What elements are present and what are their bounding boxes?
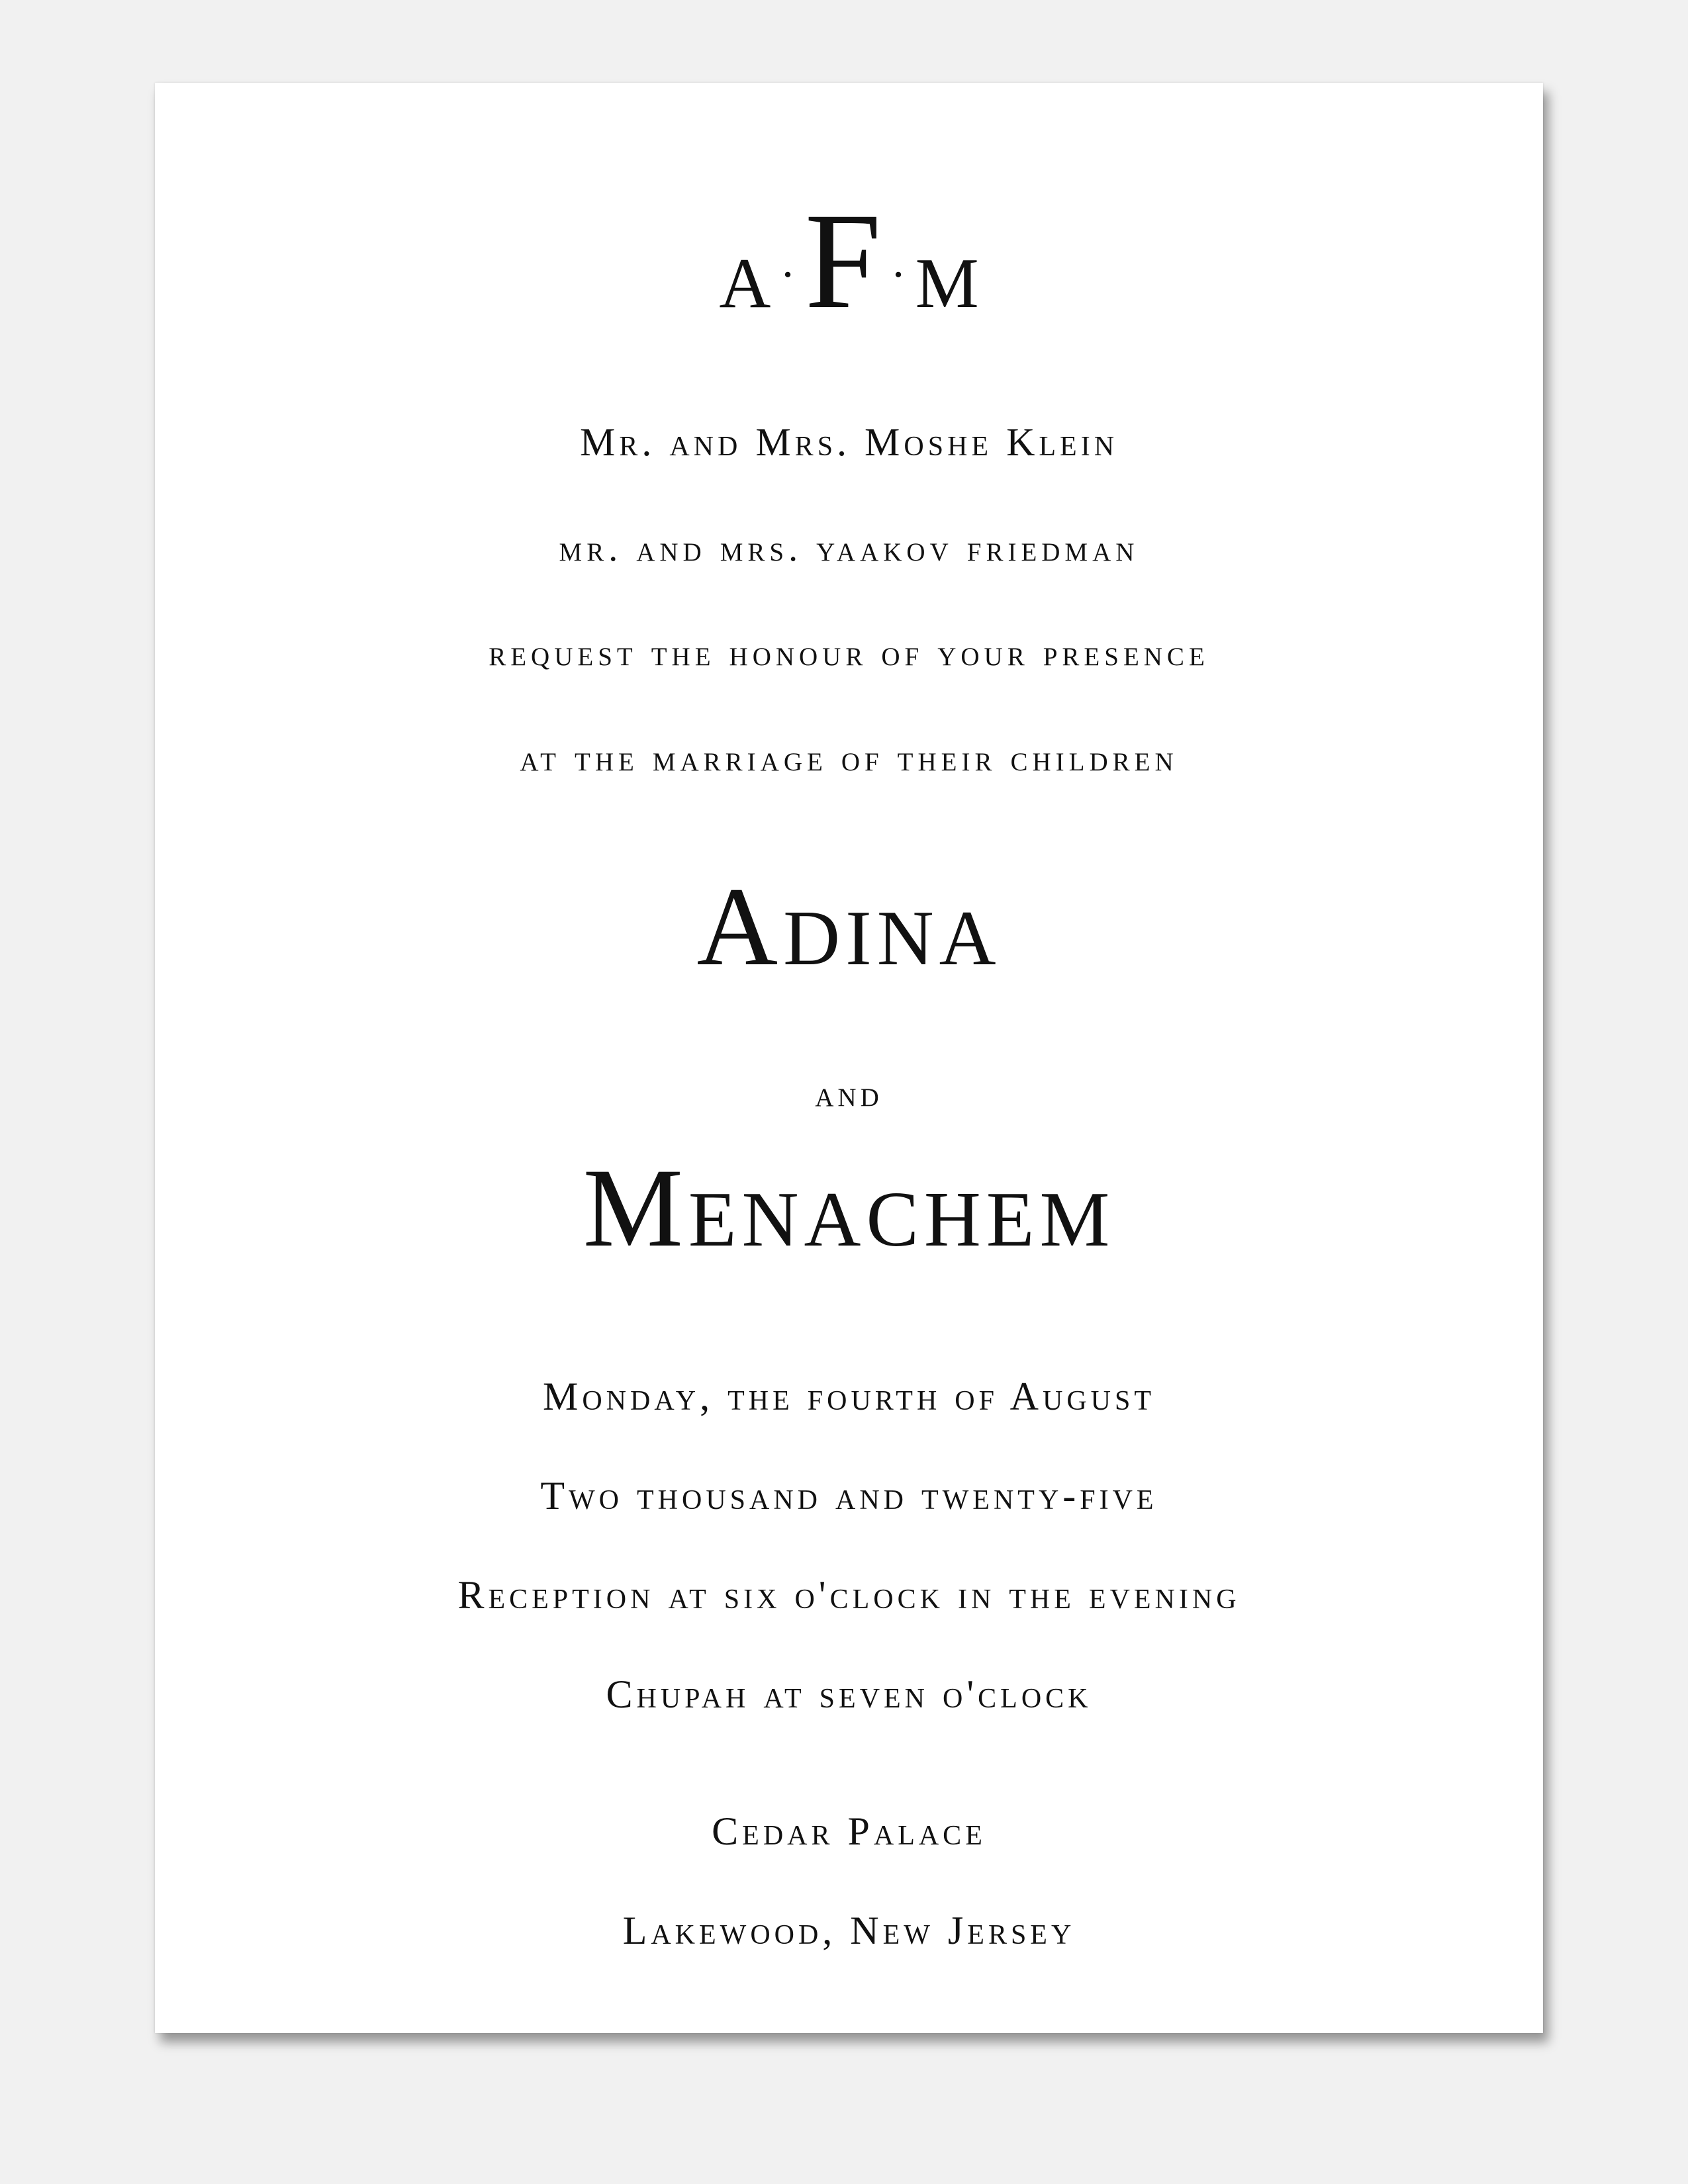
request-line-1: request the honour of your presence bbox=[489, 633, 1209, 674]
chupah-line: Chupah at seven o'clock bbox=[606, 1672, 1092, 1716]
monogram-left-initial: A bbox=[719, 244, 771, 323]
host-line-1: Mr. and Mrs. Moshe Klein bbox=[579, 420, 1119, 464]
year-line: Two thousand and twenty-five bbox=[540, 1474, 1158, 1518]
reception-line: Reception at six o'clock in the evening bbox=[457, 1573, 1241, 1617]
invitation-card bbox=[155, 83, 1543, 2033]
monogram-right-initial: M bbox=[915, 244, 979, 323]
date-line: Monday, the fourth of August bbox=[542, 1375, 1155, 1418]
request-line-2: at the marriage of their children bbox=[520, 738, 1178, 779]
monogram-separator: · bbox=[890, 250, 906, 300]
conjunction: and bbox=[815, 1073, 883, 1115]
monogram-separator: · bbox=[780, 250, 796, 300]
groom-name: Menachem bbox=[583, 1146, 1115, 1270]
bride-name: Adina bbox=[696, 864, 1002, 989]
venue-name: Cedar Palace bbox=[712, 1809, 986, 1853]
venue-location: Lakewood, New Jersey bbox=[622, 1909, 1076, 1952]
monogram bbox=[155, 185, 1543, 337]
host-line-2: mr. and mrs. yaakov friedman bbox=[559, 528, 1139, 569]
monogram-center-initial: F bbox=[804, 185, 882, 337]
